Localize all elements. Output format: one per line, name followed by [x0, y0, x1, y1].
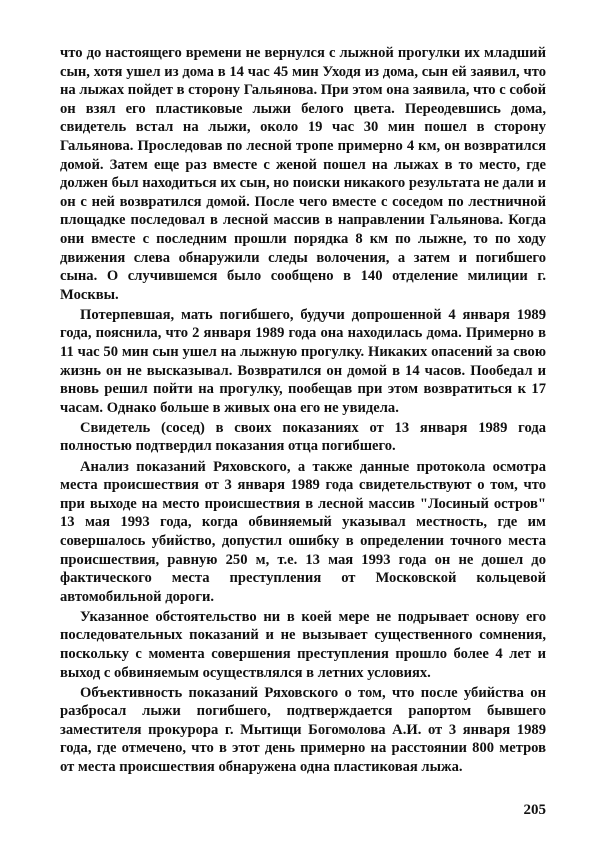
page-number: 205: [523, 802, 546, 818]
paragraph-neighbor-testimony: Свидетель (сосед) в своих показаниях от 13 января 1989 года полностью подтвердил показания отца погибшего.: [60, 419, 546, 455]
paragraph-objectivity: Объективность показаний Ряховского о том, что после убийства он разбросал лыжи погибшего, подтверждается рапортом бывшего заместителя прокурора г. Мытищи Богомолова А.И. от 3 января 1989 года, где отмечено, что в этот день примерно на расстоянии 800 метров от места происшествия обнаружена одна пластиковая лыжа.: [60, 684, 546, 776]
paragraph-analysis: Анализ показаний Ряховского, а также данные протокола осмотра места происшествия от 3 января 1989 года свидетельствуют о том, что при выходе на место происшествия в лесной массив "Лосиный остров" 13 мая 1993 года, когда обвиняемый указывал местность, где им совершалось убийство, допустил ошибку в определении точного места происшествия, равную 250 м, т.е. 13 мая 1993 года он не дошел до фактического места преступления от Московской кольцевой автомобильной дороги.: [60, 458, 546, 605]
paragraph-victim-mother-testimony: Потерпевшая, мать погибшего, будучи допрошенной 4 января 1989 года, пояснила, что 2 января 1989 года она находилась дома. Примерно в 11 час 50 мин сын ушел на лыжную прогулку. Никаких опасений за свою жизнь он не высказывал. Возвратился он домой в 14 часов. Пообедал и вновь решил пойти на прогулку, пообещав при этом возвратиться к 17 часам. Однако больше в живых она его не увидела.: [60, 306, 546, 416]
paragraph-continuation: что до настоящего времени не вернулся с лыжной прогулки их младший сын, хотя ушел из дома в 14 час 45 мин Уходя из дома, сын ей заявил, что на лыжах пойдет в сторону Гальянова. При этом она заявила, что с собой он взял его пластиковые лыжи белого цвета. Переодевшись дома, свидетель встал на лыжи, около 19 час 30 мин пошел в сторону Гальянова. Проследовав по лесной тропе примерно 4 км, он возвратился домой. Затем еще раз вместе с женой пошел на лыжах в то место, где должен был находиться их сын, но поиски никакого результата не дали и он с ней возвратился домой. После чего вместе с соседом по лестничной площадке последовал в лесной массив в направлении Гальянова. Когда они вместе с последним прошли порядка 8 км по лыжне, то по ходу движения слева обнаружили следы волочения, а затем и погибшего сына. О случившемся было сообщено в 140 отделение милиции г. Москвы.: [60, 45, 546, 303]
body-text: [60, 44, 546, 778]
paragraph-circumstance: Указанное обстоятельство ни в коей мере не подрывает основу его последовательных показаний и не вызывает существенного сомнения, поскольку с момента совершения преступления прошло более 4 лет и выход с обвиняемым осуществлялся в летних условиях.: [60, 608, 546, 681]
